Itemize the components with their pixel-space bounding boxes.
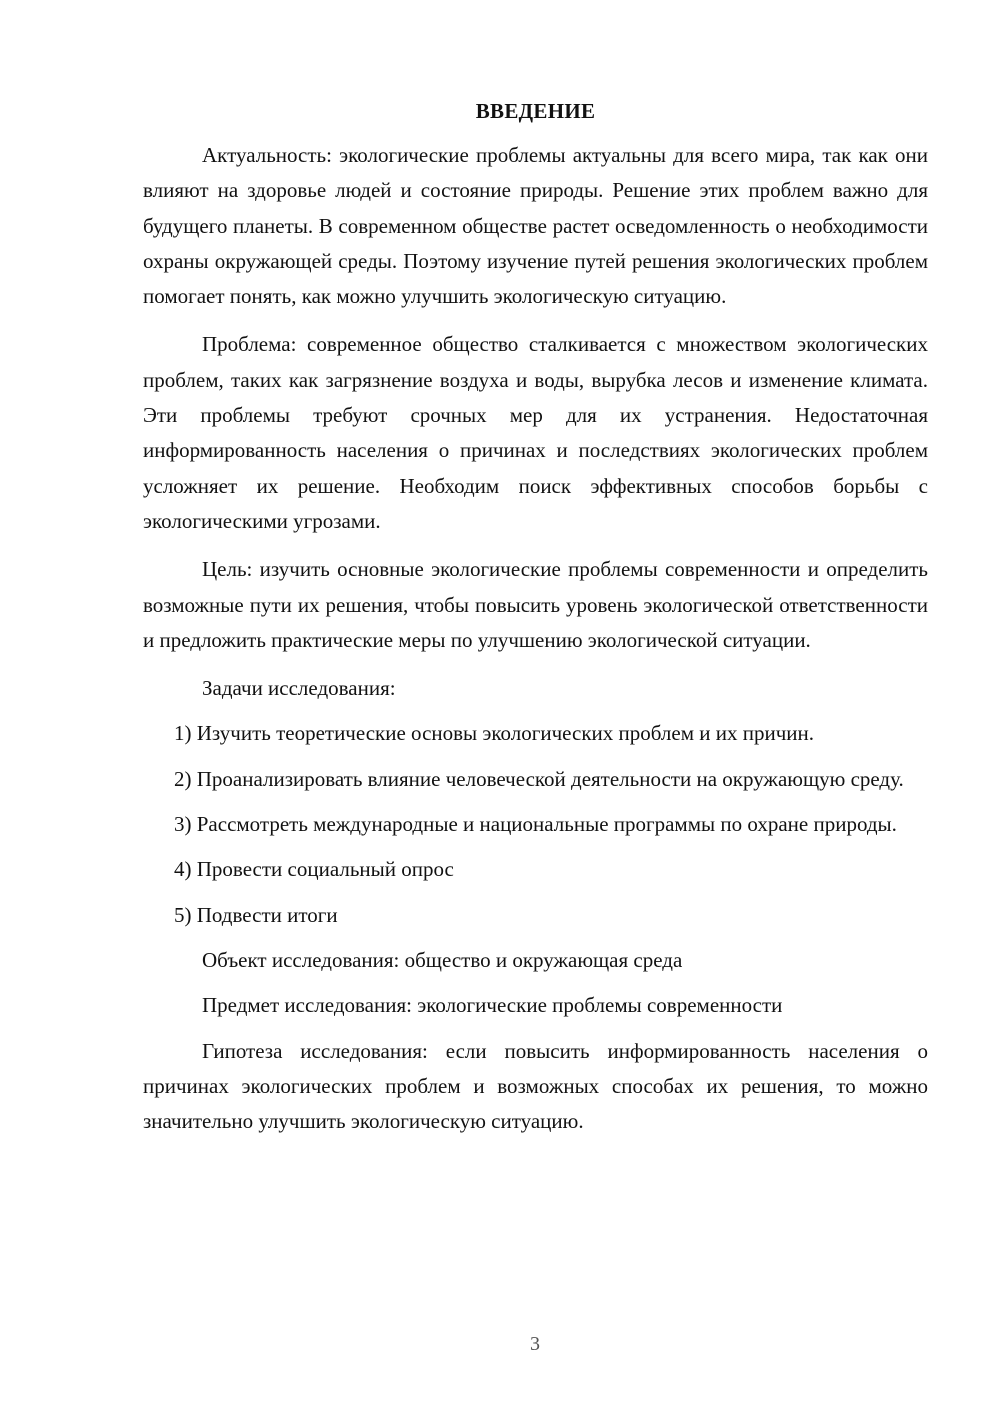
paragraph-relevance: Актуальность: экологические проблемы актуальны для всего мира, так как они влияют на здоровье людей и состояние природы. Решение этих проблем важно для будущего планеты. В современном обществе растет осведомленность о необходимости охраны окружающей среды. Поэтому изучение путей решения экологических проблем помогает понять, как можно улучшить экологическую ситуацию. [143,143,928,309]
paragraph-problem: Проблема: современное общество сталкивается с множеством экологических проблем, таких как загрязнение воздуха и воды, вырубка лесов и изменение климата. Эти проблемы требуют срочных мер для их устранения. Недостаточная информированность населения о причинах и последствиях экологических проблем усложняет их решение. Необходим поиск эффективных способов борьбы с экологическими угрозами. [143,332,928,533]
task-item-5: 5) Подвести итоги [174,902,338,927]
task-item-2: 2) Проанализировать влияние человеческой деятельности на окружающую среду. [174,766,904,791]
paragraph-subject: Предмет исследования: экологические проблемы современности [202,993,783,1018]
page-number: 3 [530,1333,540,1355]
task-item-4: 4) Провести социальный опрос [174,857,454,882]
document-page [143,96,928,1152]
paragraph-hypothesis: Гипотеза исследования: если повысить информированность населения о причинах экологических проблем и возможных способах их решения, то можно значительно улучшить экологическую ситуацию. [143,1038,928,1134]
page-title: ВВЕДЕНИЕ [475,99,596,123]
task-item-3: 3) Рассмотреть международные и национальные программы по охране природы. [174,812,897,837]
paragraph-goal: Цель: изучить основные экологические проблемы современности и определить возможные пути их решения, чтобы повысить уровень экологической ответственности и предложить практические меры по улучшению экологической ситуации. [143,557,928,652]
paragraph-object: Объект исследования: общество и окружающая среда [202,947,683,972]
task-item-1: 1) Изучить теоретические основы экологических проблем и их причин. [174,721,814,746]
tasks-heading: Задачи исследования: [202,676,396,701]
